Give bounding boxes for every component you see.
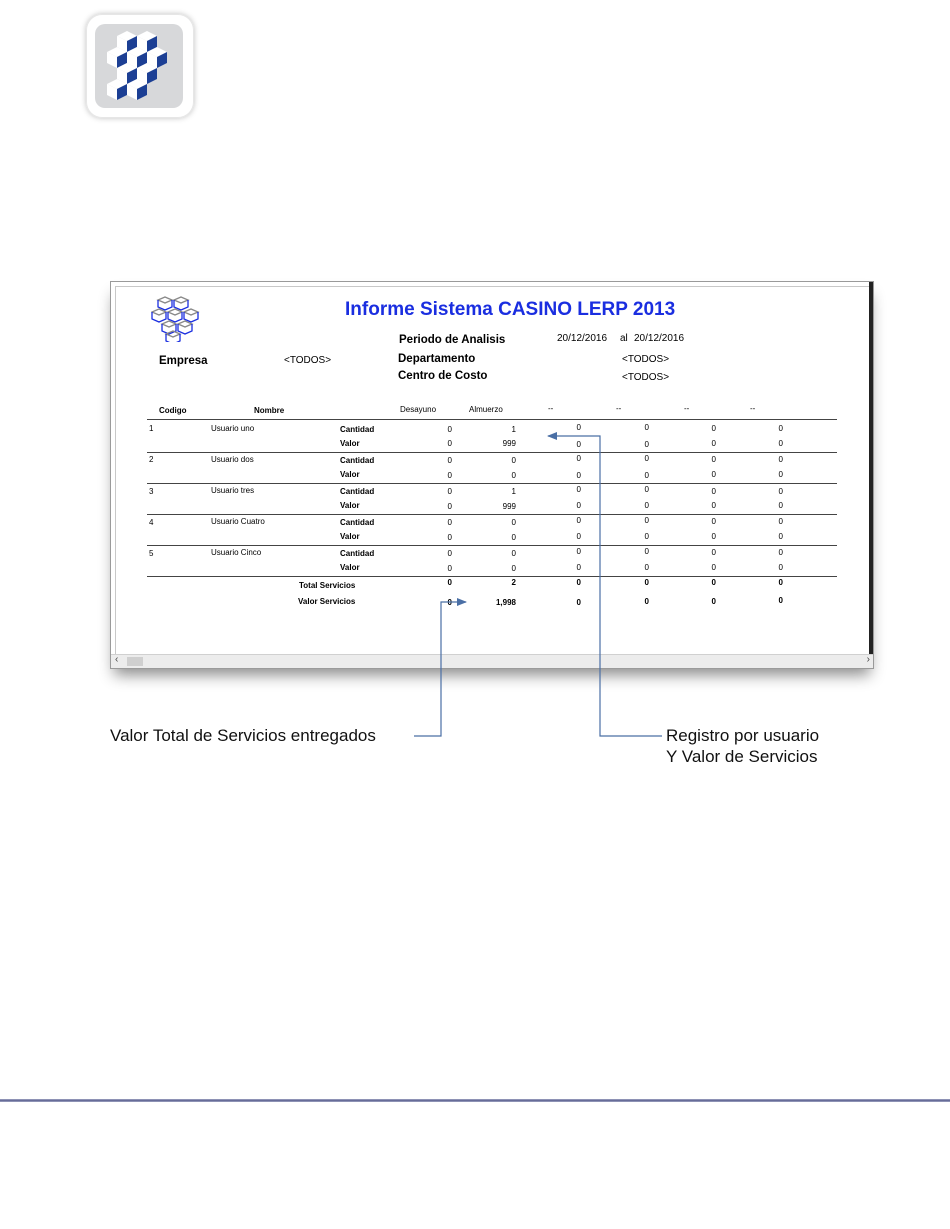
cell: 0 — [644, 501, 649, 510]
periodo-hasta: 20/12/2016 — [634, 333, 685, 344]
cell: 0 — [778, 532, 783, 541]
valor-total-cell: 0 — [711, 597, 716, 606]
cell: 0 — [644, 423, 649, 432]
cell: 0 — [511, 549, 516, 558]
cell: 0 — [778, 455, 783, 464]
periodo-desde: 20/12/2016 — [557, 333, 608, 344]
cell: 0 — [644, 471, 649, 480]
footer-rule — [0, 1099, 950, 1102]
valor-servicios-label: Valor Servicios — [298, 597, 356, 606]
cell: 0 — [511, 471, 516, 480]
row-cantidad-label: Cantidad — [340, 456, 375, 465]
row-codigo: 3 — [149, 487, 154, 496]
row-nombre: Usuario tres — [211, 486, 255, 495]
valor-total-cell: 0 — [644, 597, 649, 606]
departamento-value: <TODOS> — [622, 354, 670, 365]
periodo-label: Periodo de Analisis — [399, 334, 506, 346]
cell: 0 — [711, 424, 716, 433]
cell: 1 — [511, 425, 516, 434]
valor-total-cell: 1,998 — [495, 598, 516, 607]
row-cantidad-label: Cantidad — [340, 487, 375, 496]
cell: 0 — [644, 516, 649, 525]
cell: 0 — [447, 502, 452, 511]
cell: 0 — [778, 470, 783, 479]
centro-label: Centro de Costo — [398, 370, 488, 382]
cell: 0 — [644, 454, 649, 463]
total-cell: 0 — [711, 578, 716, 587]
row-valor-label: Valor — [340, 563, 360, 572]
col-almuerzo: Almuerzo — [469, 405, 503, 414]
cell: 0 — [778, 487, 783, 496]
col-6: -- — [750, 404, 756, 413]
cell: 0 — [511, 456, 516, 465]
row-nombre: Usuario uno — [211, 424, 255, 433]
row-valor-label: Valor — [340, 470, 360, 479]
cell: 0 — [778, 439, 783, 448]
cell: 0 — [576, 516, 581, 525]
cell: 0 — [576, 440, 581, 449]
row-valor-label: Valor — [340, 532, 360, 541]
row-cantidad-label: Cantidad — [340, 425, 375, 434]
cell: 0 — [576, 471, 581, 480]
callout-valor-total: Valor Total de Servicios entregados — [110, 726, 376, 745]
cell: 0 — [778, 548, 783, 557]
callout-registro-line2: Y Valor de Servicios — [666, 747, 818, 766]
cell: 0 — [711, 517, 716, 526]
cell: 0 — [778, 563, 783, 572]
row-nombre: Usuario Cinco — [211, 548, 262, 557]
empresa-label: Empresa — [159, 355, 208, 367]
periodo-al: al — [620, 333, 628, 344]
col-codigo: Codigo — [159, 406, 187, 415]
cell: 0 — [711, 487, 716, 496]
departamento-label: Departamento — [398, 353, 476, 365]
col-5: -- — [684, 404, 690, 413]
cell: 0 — [511, 564, 516, 573]
cell: 0 — [511, 533, 516, 542]
cell: 0 — [644, 532, 649, 541]
row-nombre: Usuario dos — [211, 455, 254, 464]
row-cantidad-label: Cantidad — [340, 549, 375, 558]
cell: 0 — [644, 547, 649, 556]
cell: 0 — [644, 485, 649, 494]
cell: 0 — [576, 485, 581, 494]
cell: 0 — [711, 532, 716, 541]
cell: 0 — [576, 423, 581, 432]
cell: 0 — [711, 455, 716, 464]
cell: 0 — [576, 501, 581, 510]
total-cell: 2 — [511, 578, 516, 587]
col-4: -- — [616, 404, 622, 413]
total-servicios-label: Total Servicios — [299, 581, 356, 590]
cell: 0 — [447, 518, 452, 527]
cell: 0 — [447, 487, 452, 496]
cell: 0 — [644, 563, 649, 572]
col-nombre: Nombre — [254, 406, 285, 415]
valor-total-cell: 0 — [447, 598, 452, 607]
cell: 999 — [502, 502, 516, 511]
cell: 0 — [447, 439, 452, 448]
cell: 0 — [711, 470, 716, 479]
scroll-right-icon[interactable]: › — [866, 654, 870, 665]
cell: 0 — [576, 532, 581, 541]
total-cell: 0 — [576, 578, 581, 587]
cell: 0 — [711, 563, 716, 572]
col-3: -- — [548, 404, 554, 413]
cell: 0 — [447, 471, 452, 480]
right-callout-line — [548, 436, 662, 736]
report-title: Informe Sistema CASINO LERP 2013 — [345, 299, 676, 320]
cell: 0 — [711, 439, 716, 448]
row-valor-label: Valor — [340, 501, 360, 510]
total-cell: 0 — [644, 578, 649, 587]
cell: 0 — [447, 456, 452, 465]
row-codigo: 2 — [149, 455, 154, 464]
cell: 0 — [576, 563, 581, 572]
row-nombre: Usuario Cuatro — [211, 517, 265, 526]
row-codigo: 5 — [149, 549, 154, 558]
cell: 0 — [711, 548, 716, 557]
cell: 0 — [447, 533, 452, 542]
cell: 0 — [778, 424, 783, 433]
valor-total-cell: 0 — [778, 596, 783, 605]
row-valor-label: Valor — [340, 439, 360, 448]
col-desayuno: Desayuno — [400, 405, 437, 414]
total-cell: 0 — [447, 578, 452, 587]
cell: 0 — [711, 501, 716, 510]
cell: 0 — [644, 440, 649, 449]
cell: 0 — [447, 425, 452, 434]
empresa-value: <TODOS> — [284, 355, 332, 366]
cell: 0 — [576, 547, 581, 556]
cell: 999 — [502, 439, 516, 448]
callout-registro-line1: Registro por usuario — [666, 726, 820, 745]
row-codigo: 4 — [149, 518, 154, 527]
centro-value: <TODOS> — [622, 372, 670, 383]
row-cantidad-label: Cantidad — [340, 518, 375, 527]
cell: 0 — [447, 549, 452, 558]
cell: 1 — [511, 487, 516, 496]
cell: 0 — [511, 518, 516, 527]
cell: 0 — [778, 501, 783, 510]
valor-total-cell: 0 — [576, 598, 581, 607]
row-codigo: 1 — [149, 424, 154, 433]
cell: 0 — [447, 564, 452, 573]
cell: 0 — [778, 517, 783, 526]
left-callout-line — [414, 602, 466, 736]
scroll-left-icon[interactable]: ‹ — [115, 654, 119, 665]
cell: 0 — [576, 454, 581, 463]
total-cell: 0 — [778, 578, 783, 587]
